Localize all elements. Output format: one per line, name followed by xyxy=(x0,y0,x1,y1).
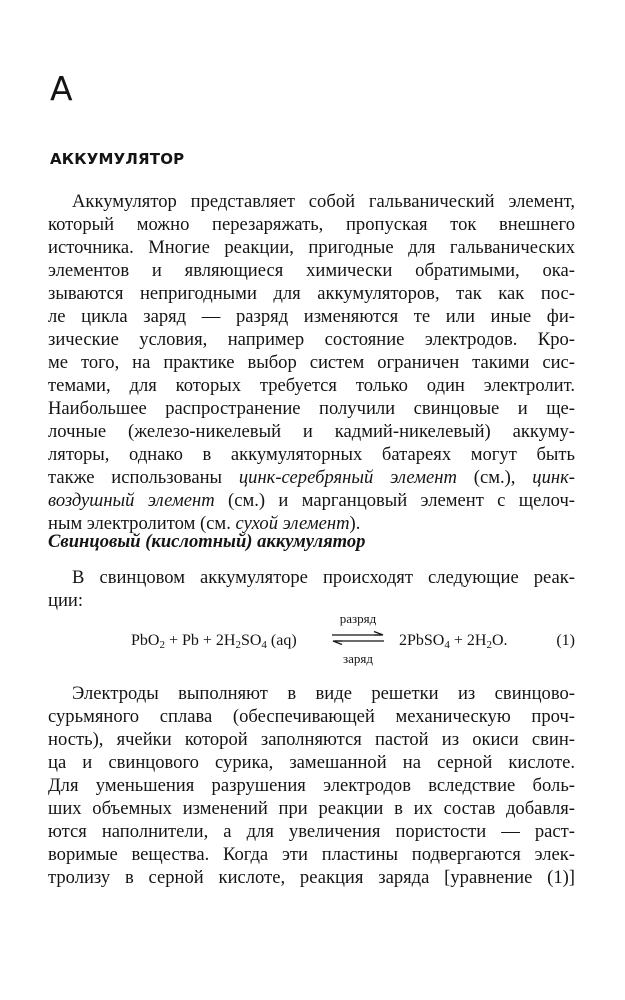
text-line: сурьмяного сплава (обеспечивающей механическую проч- xyxy=(48,706,575,727)
electrodes-paragraph xyxy=(48,682,575,889)
text-run: также использованы xyxy=(48,467,239,488)
equilibrium-arrow xyxy=(327,612,389,670)
text-line xyxy=(48,489,575,512)
chemical-equation xyxy=(48,612,575,672)
text-line: Электроды выполняют в виде решетки из свинцово- xyxy=(72,683,575,704)
text-line: ются наполнители, а для увеличения пористости — раст- xyxy=(48,821,575,842)
text-line: лочные (железо-никелевый и кадмий-никелевый) аккуму- xyxy=(48,421,575,442)
text-line: элементов и являющиеся химически обратимыми, ока- xyxy=(48,260,575,281)
article-title: АККУМУЛЯТОР xyxy=(50,150,185,168)
cross-reference: цинк- xyxy=(532,467,575,488)
cross-reference: сухой элемент xyxy=(235,513,350,534)
arrow-label-discharge: разряд xyxy=(339,611,377,626)
text-line: зываются непригодными для аккумуляторов, так как пос- xyxy=(48,283,575,304)
text-line: В свинцовом аккумуляторе происходят следующие реак- xyxy=(72,567,575,588)
equation-products: 2PbSO$_4$ + $2H_2O$. xyxy=(399,632,508,651)
text-line: Наибольшее распространение получили свинцовые и ще- xyxy=(48,398,575,419)
text-line: ме того, на практике выбор систем ограничен такими сис- xyxy=(48,352,575,373)
text-line: ции: xyxy=(48,590,84,611)
equation-reactants: $PbO_2 + Pb + 2H_2SO_4$ (aq) xyxy=(131,632,297,651)
subsection-title: Свинцовый (кислотный) аккумулятор xyxy=(48,531,366,552)
text-run: ным электролитом (см. xyxy=(48,513,236,534)
text-run: (см.), xyxy=(456,467,533,488)
text-line: ность), ячейки которой заполняются пастой из окиси свин- xyxy=(48,729,575,750)
reaction-intro-paragraph xyxy=(48,566,575,612)
text-run: (см.) и марганцовый элемент с щелоч- xyxy=(214,490,575,511)
equation-number: (1) xyxy=(556,632,575,649)
text-line: который можно перезаряжать, пропуская ток внешнего xyxy=(48,214,575,235)
section-letter: А xyxy=(50,69,73,108)
text-line: Для уменьшения разрушения электродов вследствие боль- xyxy=(48,775,575,796)
text-line: ших объемных изменений при реакции в их состав добавля- xyxy=(48,798,575,819)
double-arrow-icon xyxy=(331,631,385,645)
text-line: источника. Многие реакции, пригодные для гальванических xyxy=(48,237,575,258)
text-line: воримые вещества. Когда эти пластины подвергаются элек- xyxy=(48,844,575,865)
text-run: ). xyxy=(349,513,361,534)
text-line: ле цикла заряд — разряд изменяются те или иные фи- xyxy=(48,306,575,327)
text-line: темами, для которых требуется только один электролит. xyxy=(48,375,575,396)
text-line xyxy=(48,466,575,489)
text-line: тролизу в серной кислоте, реакция заряда [уравнение (1)] xyxy=(48,867,575,888)
text-line: зические условия, например состояние электродов. Кро- xyxy=(48,329,575,350)
arrow-label-charge: заряд xyxy=(343,651,373,666)
text-line: ца и свинцового сурика, замешанной на серной кислоте. xyxy=(48,752,575,773)
intro-paragraph xyxy=(48,190,575,535)
text-line: Аккумулятор представляет собой гальванический элемент, xyxy=(72,191,575,212)
cross-reference: цинк-серебряный элемент xyxy=(238,467,457,488)
cross-reference: воздушный элемент xyxy=(48,490,215,511)
text-line: ляторы, однако в аккумуляторных батареях могут быть xyxy=(48,444,575,465)
